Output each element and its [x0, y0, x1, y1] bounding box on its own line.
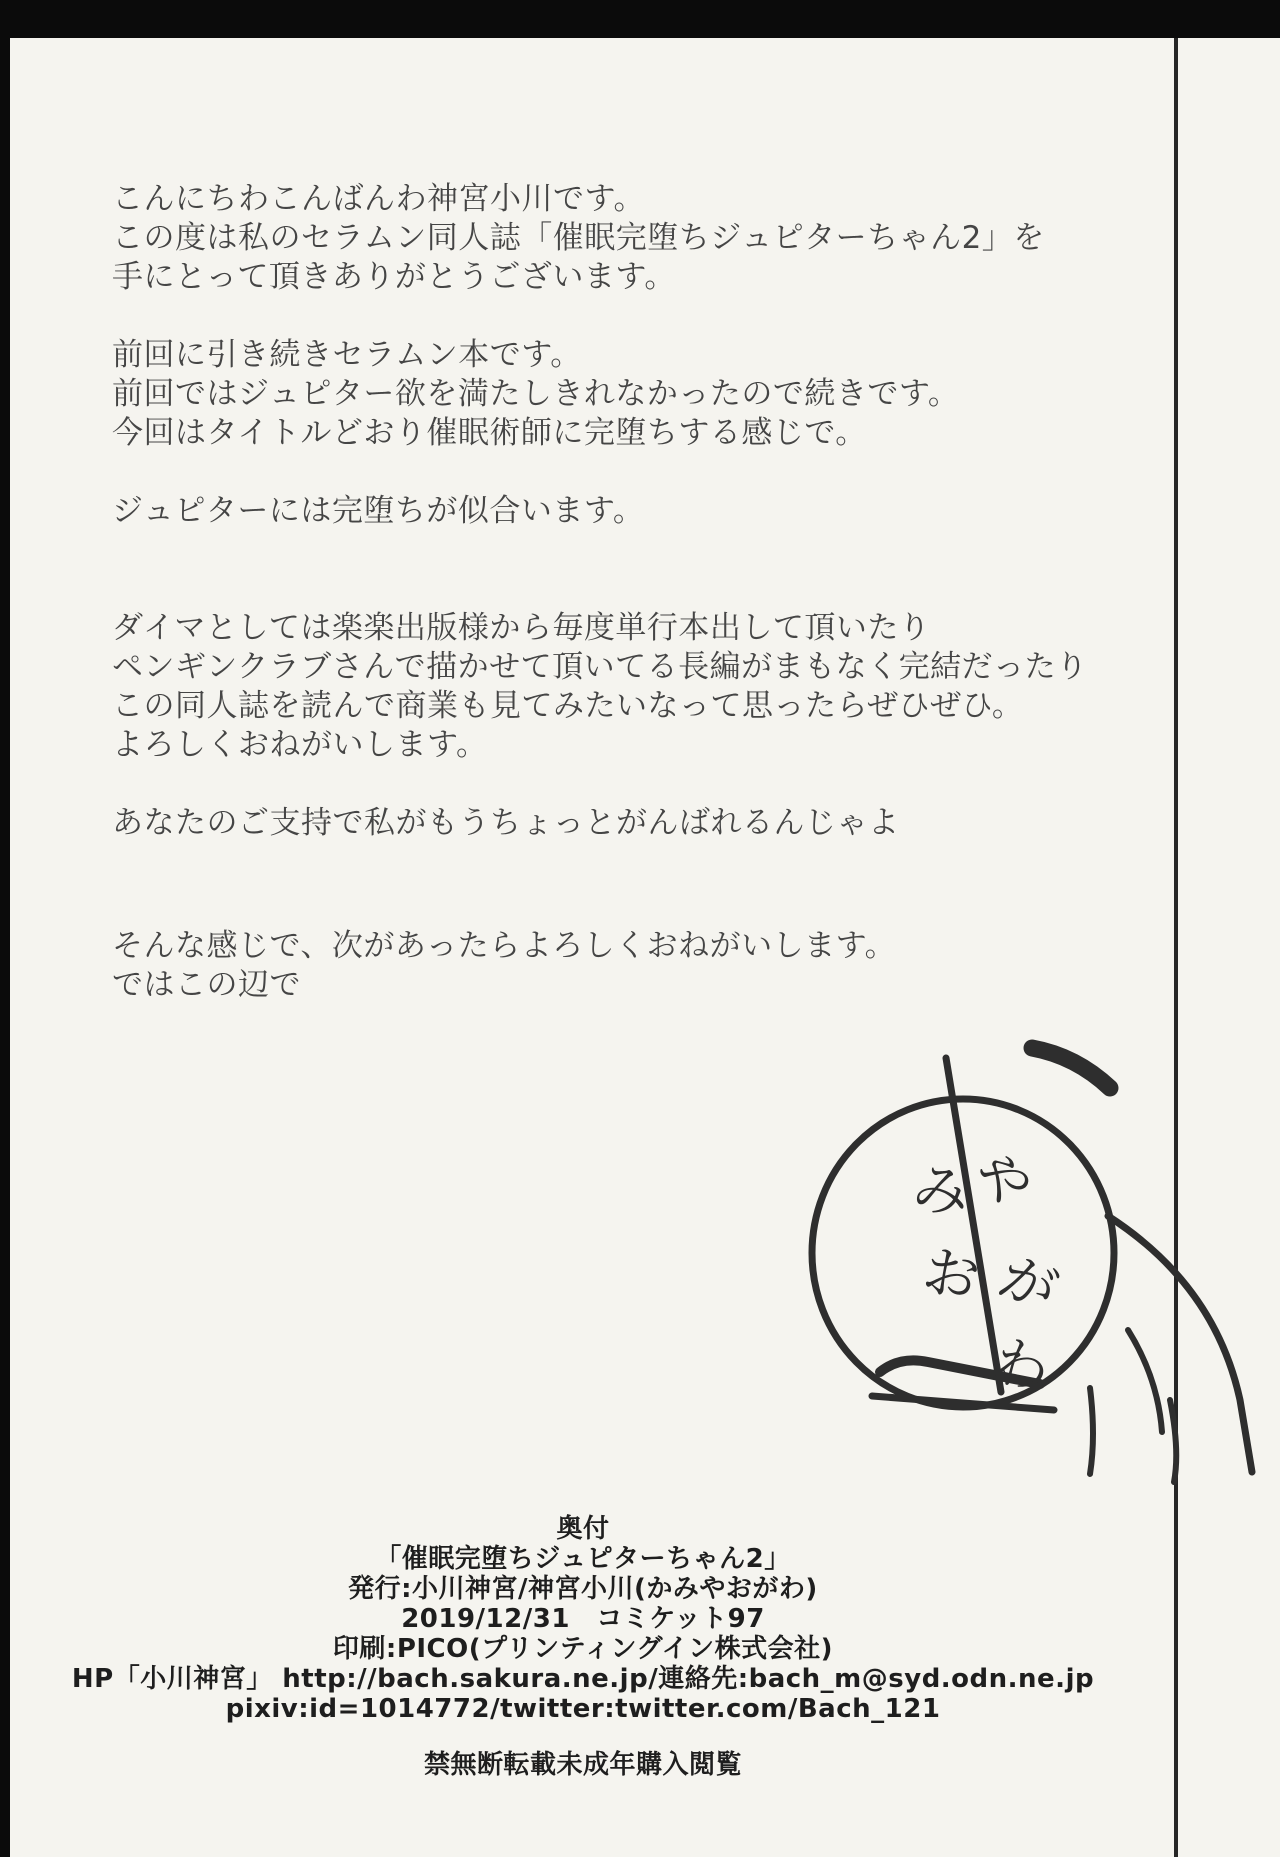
afterword-line: そんな感じで、次があったらよろしくおねがいします。: [112, 928, 897, 964]
afterword-line: よろしくおねがいします。: [112, 727, 488, 763]
doodle-body: [1108, 1216, 1252, 1472]
colophon-social-line: pixiv:id=1014772/twitter:twitter.com/Bach_121: [225, 1694, 941, 1724]
doodle-signature-char: み: [907, 1154, 976, 1230]
doodle-body-fold: [1090, 1388, 1093, 1474]
colophon-block: [0, 1514, 1166, 1780]
author-doodle: [760, 1000, 1280, 1520]
afterword-paragraph: [112, 336, 1112, 453]
afterword-line: ダイマとしては楽楽出版様から毎度単行本出して頂いたり: [112, 610, 931, 646]
doodle-signature-char: お: [917, 1238, 985, 1313]
afterword-line: この度は私のセラムン同人誌「催眠完堕ちジュピターちゃん2」を: [112, 220, 1045, 256]
afterword-line: 手にとって頂きありがとうございます。: [112, 259, 676, 295]
doodle-slash-stroke: [1032, 1048, 1110, 1088]
afterword-line: 今回はタイトルどおり催眠術師に完堕ちする感じで。: [112, 415, 867, 451]
doodle-body-fold: [1170, 1400, 1176, 1482]
afterword-paragraph: [112, 180, 1112, 297]
doodle-body-fold: [1128, 1330, 1162, 1432]
afterword-line: こんにちわこんばんわ神宮小川です。: [112, 181, 646, 217]
doodle-signature-char: や: [966, 1141, 1040, 1222]
afterword-line: ペンギンクラブさんで描かせて頂いてる長編がまもなく完結だったり: [112, 649, 1088, 685]
afterword-line: この同人誌を読んで商業も見てみたいなって思ったらぜひぜひ。: [112, 688, 1024, 724]
doodle-signature-char: わ: [984, 1328, 1057, 1406]
colophon-publisher-line: 発行:小川神宮/神宮小川(かみやおがわ): [348, 1574, 818, 1604]
colophon-heading: 奥付: [556, 1514, 610, 1544]
afterword-line: あなたのご支持で私がもうちょっとがんばれるんじゃよ: [112, 805, 900, 841]
afterword-paragraph: [112, 804, 1112, 843]
scan-edge-top: [0, 0, 1280, 38]
afterword-line: 前回ではジュピター欲を満たしきれなかったので続きです。: [112, 376, 960, 412]
afterword-line: ではこの辺で: [112, 967, 301, 1003]
doodle-signature-char: が: [990, 1243, 1067, 1326]
afterword-text: [112, 180, 1112, 1044]
afterword-line: 前回に引き続きセラムン本です。: [112, 337, 582, 373]
scan-line-artifact: [1174, 38, 1178, 1857]
colophon-notice: 禁無断転載未成年購入閲覧: [423, 1750, 742, 1780]
afterword-paragraph: [112, 927, 1112, 1005]
colophon-date-line: 2019/12/31 コミケット97: [401, 1604, 765, 1634]
afterword-paragraph: [112, 492, 1112, 531]
colophon-printer-line: 印刷:PICO(プリンティングイン株式会社): [332, 1634, 834, 1664]
afterword-paragraph: [112, 609, 1112, 765]
afterword-line: ジュピターには完堕ちが似合います。: [112, 493, 645, 529]
colophon-title-line: 「催眠完堕ちジュピターちゃん2」: [375, 1544, 791, 1574]
colophon-website-line: HP「小川神宮」 http://bach.sakura.ne.jp/連絡先:bach_m@syd.odn.ne.jp: [71, 1664, 1095, 1694]
